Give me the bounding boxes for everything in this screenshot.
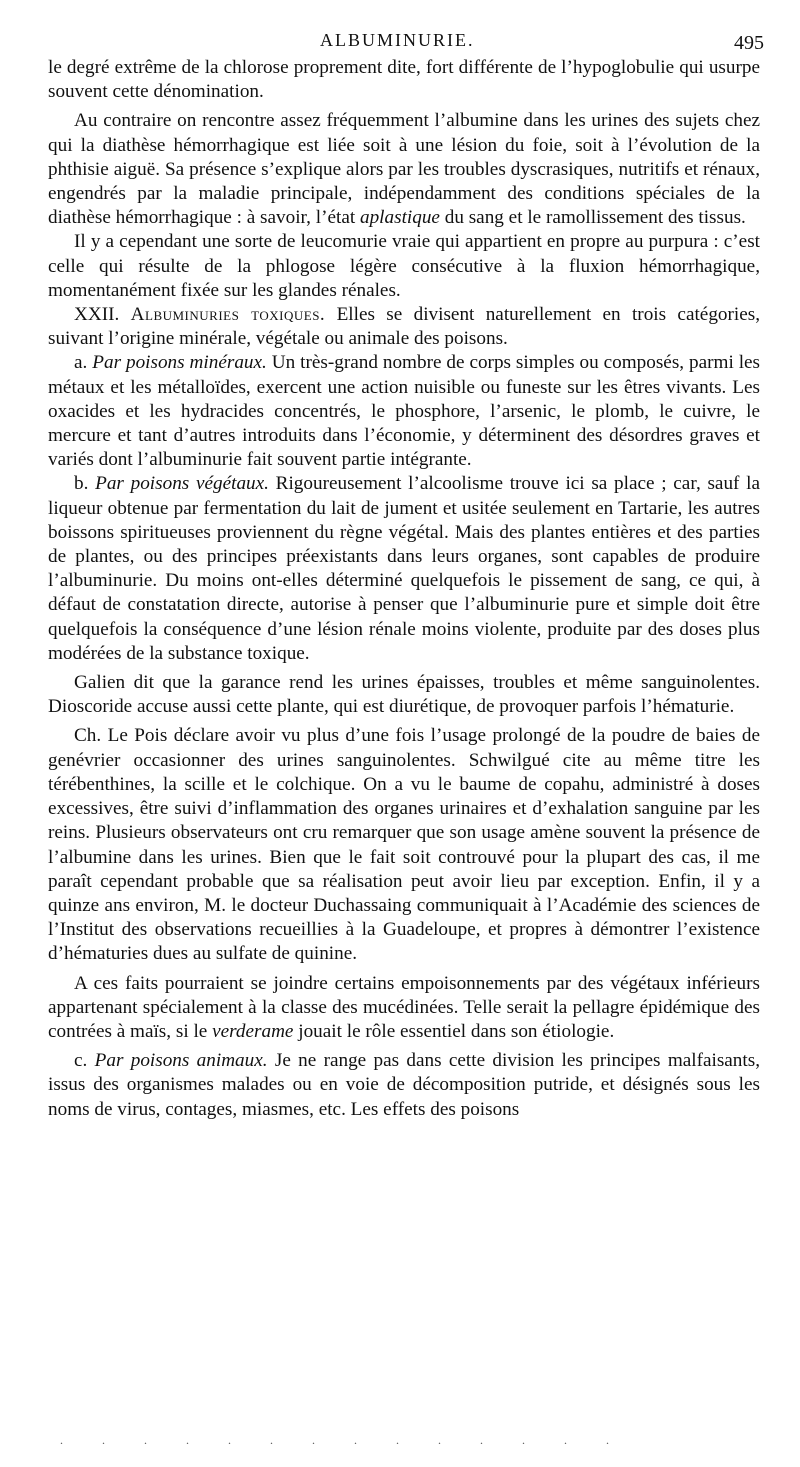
paragraph-galien (48, 671, 760, 719)
paragraph-text: du sang et le ramollissement des tissus. (444, 207, 746, 229)
body-text (48, 56, 760, 1122)
subsection-title: Par poisons minéraux. (92, 352, 267, 374)
paragraph-text: Au contraire on rencontre assez fréquemment l’albumine dans les urines des sujets chez qui la diathèse hémorrhagique est liée soit à une lésion du foie, soit à l’évolution de la phthisie aiguë. Sa présence s’explique alors par les troubles dyscrasiques, nutritifs et rénaux, engendrés par la maladie principale, indépendamment des conditions spéciales de la diathèse hémorrhagique : à savoir, l’état (48, 110, 760, 229)
paragraph-text: A ces faits pourraient se joindre certains empoisonnements par des végétaux inférieurs appartenant spécialement à la classe des mucédinées. Telle serait la pellagre épidémique des contrées à maïs, si le (48, 972, 760, 1042)
running-head: ALBUMINURIE. (320, 30, 475, 50)
subsection-marker: a. (74, 352, 88, 374)
section-title: Albuminuries toxiques. (130, 304, 326, 326)
paragraph-text: Un très-grand nombre de corps simples ou composés, parmi les métaux et les métalloïdes, exercent une action nuisible ou funeste sur les êtres vivants. Les oxacides et les hydracides concentrés, le phosphore, l’arsenic, le plomb, le cuivre, le mercure et tant d’autres introduits dans l’économie, y déterminent des désordres graves et variés dont l’albuminurie fait souvent partie intégrante. (48, 352, 761, 471)
paragraph-continued (48, 56, 760, 104)
subsection-a-poisons-mineraux (48, 351, 760, 472)
paragraph-text: Rigoureusement l’alcoolisme trouve ici sa place ; car, sauf la liqueur obtenue par fermentation du lait de jument et usitée seulement en Tartarie, les autres boissons spiritueuses proviennent du règne végétal. Mais des plantes entières et des parties de plantes, ou des principes préexistants dans leurs organes, sont capables de produire l’albuminurie. Du moins ont-elles déterminé quelquefois le pissement de sang, ce qui, à défaut de constatation directe, autorise à penser que l’albuminurie pure et simple doit être quelquefois la conséquence d’une lésion rénale moins violente, produite par des doses plus modérées de la substance toxique. (48, 473, 760, 664)
subsection-title: Par poisons animaux. (94, 1050, 268, 1072)
paragraph-text: Ch. Le Pois déclare avoir vu plus d’une fois l’usage prolongé de la poudre de baies de genévrier occasionner des urines sanguinolentes. Schwilgué cite au même titre les térébenthines, la scille et le colchique. On a vu le baume de copahu, administré à doses excessives, être suivi d’inflammation des organes urinaires et d’exhalation sanguine par les reins. Plusieurs observateurs ont cru remarquer que son usage amène souvent la présence de l’albumine dans les urines. Bien que le fait soit controuvé pour la plupart des cas, il me paraît cependant probable que sa réalisation peut avoir lieu par exception. Enfin, il y a quinze ans environ, M. le docteur Duchassaing communiquait à l’Académie des sciences de l’Institut des observations recueillies à la Guadeloupe, et propres à démontrer l’existence d’hématuries dues au sulfate de quinine. (48, 725, 760, 965)
paragraph-text: Je ne range pas dans cette division les principes malfaisants, issus des organismes malades ou en voie de décomposition putride, et désignés sous les noms de virus, contages, miasmes, etc. Les effets des poisons (48, 1050, 761, 1120)
section-xxii-heading (48, 303, 760, 351)
paragraph-diathese-hemorrhagique (48, 109, 760, 230)
subsection-marker: b. (74, 473, 89, 495)
subsection-c-poisons-animaux (48, 1049, 760, 1122)
paragraph-text: Elles se divisent naturellement en trois catégories, suivant l’origine minérale, végétale ou animale des poisons. (48, 304, 761, 350)
italic-term: aplastique (359, 207, 440, 229)
paragraph-text: Il y a cependant une sorte de leucomurie vraie qui appartient en propre au purpura : c’est celle qui résulte de la phlogose légère consécutive à la fluxion hémorrhagique, momentanément fixée sur les glandes rénales. (48, 231, 760, 301)
italic-term: verderame (212, 1020, 294, 1042)
subsection-marker: c. (74, 1050, 88, 1072)
paragraph-text: jouait le rôle essentiel dans son étiologie. (298, 1020, 615, 1042)
paragraph-le-pois (48, 724, 760, 966)
page-number: 495 (734, 32, 764, 54)
section-number: XXII. (74, 304, 120, 326)
paragraph-text: Galien dit que la garance rend les urines épaisses, troubles et même sanguinolentes. Dioscoride accuse aussi cette plante, qui est diurétique, de provoquer parfois l’hématurie. (48, 672, 760, 718)
paragraph-mucedinees (48, 972, 760, 1045)
subsection-b-poisons-vegetaux (48, 472, 760, 666)
subsection-title: Par poisons végétaux. (95, 473, 269, 495)
paragraph-purpura (48, 230, 760, 303)
footer-dot-leader: . . . . . . . . . . . . . . (60, 1433, 627, 1447)
paragraph-text: le degré extrême de la chlorose proprement dite, fort différente de l’hypoglobulie qui usurpe souvent cette dénomination. (48, 57, 760, 103)
